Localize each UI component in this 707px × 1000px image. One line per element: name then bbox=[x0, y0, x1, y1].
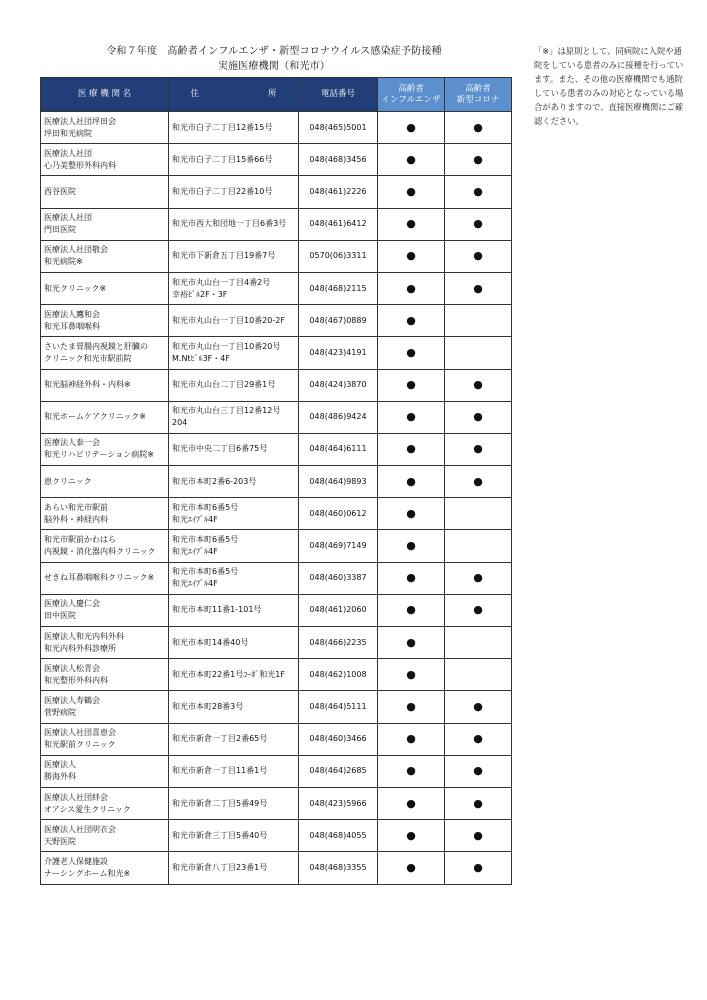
column-header-phone: 電話番号 bbox=[299, 78, 378, 112]
facility-name-cell: 医療法人松青会 和光整形外科内科 bbox=[41, 659, 169, 691]
table-row bbox=[41, 787, 512, 819]
covid-mark-cell: ● bbox=[445, 176, 512, 208]
table-row bbox=[41, 176, 512, 208]
influenza-mark-cell: ● bbox=[378, 433, 445, 465]
table-row bbox=[41, 272, 512, 304]
facility-name-cell: せきね耳鼻咽喉科クリニック※ bbox=[41, 562, 169, 594]
facility-phone-cell: 048(468)3355 bbox=[299, 852, 378, 884]
column-header-address: 住 所 bbox=[169, 78, 299, 112]
facility-address-cell: 和光市本町28番3号 bbox=[169, 691, 299, 723]
table-row bbox=[41, 337, 512, 369]
facility-name-cell: 医療法人慶仁会 田中医院 bbox=[41, 594, 169, 626]
facility-phone-cell: 048(464)2685 bbox=[299, 755, 378, 787]
facility-phone-cell: 048(460)0612 bbox=[299, 498, 378, 530]
influenza-mark-cell: ● bbox=[378, 112, 445, 144]
facility-name-cell: 医療法人和光内科外科 和光内科外科診療所 bbox=[41, 627, 169, 659]
facility-phone-cell: 048(464)6111 bbox=[299, 433, 378, 465]
column-header-name: 医 療 機 関 名 bbox=[41, 78, 169, 112]
facility-phone-cell: 048(468)2115 bbox=[299, 272, 378, 304]
facility-address-cell: 和光市丸山台一丁目10番20-2F bbox=[169, 305, 299, 337]
table-row bbox=[41, 594, 512, 626]
facility-address-cell: 和光市丸山台一丁目4番2号 幸裕ﾋﾞﾙ2F・3F bbox=[169, 272, 299, 304]
table-row bbox=[41, 369, 512, 401]
table-row bbox=[41, 112, 512, 144]
table-body bbox=[41, 112, 512, 885]
facility-table bbox=[40, 77, 512, 885]
column-header-influenza: 高齢者 インフルエンザ bbox=[378, 78, 445, 112]
facility-phone-cell: 048(424)3870 bbox=[299, 369, 378, 401]
influenza-mark-cell: ● bbox=[378, 852, 445, 884]
covid-mark-cell: ● bbox=[445, 691, 512, 723]
facility-address-cell: 和光市本町6番5号 和光ｴｲﾌﾞﾙ4F bbox=[169, 530, 299, 562]
facility-phone-cell: 048(467)0889 bbox=[299, 305, 378, 337]
covid-mark-cell bbox=[445, 305, 512, 337]
facility-name-cell: 医療法人寿鶴会 菅野病院 bbox=[41, 691, 169, 723]
facility-phone-cell: 0570(06)3311 bbox=[299, 240, 378, 272]
covid-mark-cell: ● bbox=[445, 208, 512, 240]
facility-name-cell: 和光脳神経外科・内科※ bbox=[41, 369, 169, 401]
facility-name-cell: 医療法人泰一会 和光リハビリテーション病院※ bbox=[41, 433, 169, 465]
facility-address-cell: 和光市本町14番40号 bbox=[169, 627, 299, 659]
facility-phone-cell: 048(469)7149 bbox=[299, 530, 378, 562]
table-row bbox=[41, 305, 512, 337]
facility-address-cell: 和光市新倉一丁目2番65号 bbox=[169, 723, 299, 755]
facility-address-cell: 和光市新倉三丁目5番40号 bbox=[169, 820, 299, 852]
influenza-mark-cell: ● bbox=[378, 691, 445, 723]
influenza-mark-cell: ● bbox=[378, 466, 445, 498]
influenza-mark-cell: ● bbox=[378, 401, 445, 433]
table-row bbox=[41, 401, 512, 433]
influenza-mark-cell: ● bbox=[378, 787, 445, 819]
table-row bbox=[41, 466, 512, 498]
facility-address-cell: 和光市下新倉五丁目19番7号 bbox=[169, 240, 299, 272]
influenza-mark-cell: ● bbox=[378, 369, 445, 401]
facility-name-cell: 医療法人 勝海外科 bbox=[41, 755, 169, 787]
table-row bbox=[41, 208, 512, 240]
facility-address-cell: 和光市本町22番1号ｺｰﾎﾟ和光1F bbox=[169, 659, 299, 691]
column-header-covid: 高齢者 新型コロナ bbox=[445, 78, 512, 112]
facility-phone-cell: 048(464)5111 bbox=[299, 691, 378, 723]
covid-mark-cell bbox=[445, 659, 512, 691]
facility-name-cell: 和光ホームケアクリニック※ bbox=[41, 401, 169, 433]
facility-name-cell: 介護老人保健施設 ナーシングホーム和光※ bbox=[41, 852, 169, 884]
facility-phone-cell: 048(486)9424 bbox=[299, 401, 378, 433]
influenza-mark-cell: ● bbox=[378, 272, 445, 304]
table-row bbox=[41, 691, 512, 723]
covid-mark-cell: ● bbox=[445, 240, 512, 272]
facility-phone-cell: 048(466)2235 bbox=[299, 627, 378, 659]
covid-mark-cell: ● bbox=[445, 852, 512, 884]
facility-name-cell: 医療法人社団 心乃美整形外科内科 bbox=[41, 144, 169, 176]
influenza-mark-cell: ● bbox=[378, 208, 445, 240]
covid-mark-cell bbox=[445, 498, 512, 530]
facility-phone-cell: 048(464)9893 bbox=[299, 466, 378, 498]
facility-address-cell: 和光市中央二丁目6番75号 bbox=[169, 433, 299, 465]
facility-phone-cell: 048(461)2060 bbox=[299, 594, 378, 626]
influenza-mark-cell: ● bbox=[378, 659, 445, 691]
covid-mark-cell: ● bbox=[445, 272, 512, 304]
covid-mark-cell: ● bbox=[445, 401, 512, 433]
covid-mark-cell: ● bbox=[445, 755, 512, 787]
covid-mark-cell: ● bbox=[445, 594, 512, 626]
document-title bbox=[40, 44, 508, 74]
influenza-mark-cell: ● bbox=[378, 337, 445, 369]
facility-phone-cell: 048(462)1008 bbox=[299, 659, 378, 691]
table-header-row bbox=[41, 78, 512, 112]
facility-address-cell: 和光市新倉一丁目11番1号 bbox=[169, 755, 299, 787]
table-row bbox=[41, 144, 512, 176]
influenza-mark-cell: ● bbox=[378, 176, 445, 208]
facility-address-cell: 和光市本町6番5号 和光ｴｲﾌﾞﾙ4F bbox=[169, 562, 299, 594]
facility-phone-cell: 048(423)4191 bbox=[299, 337, 378, 369]
influenza-mark-cell: ● bbox=[378, 562, 445, 594]
facility-name-cell: さいたま胃腸内視鏡と肝臓の クリニック和光市駅前院 bbox=[41, 337, 169, 369]
table-row bbox=[41, 755, 512, 787]
influenza-mark-cell: ● bbox=[378, 498, 445, 530]
facility-phone-cell: 048(465)5001 bbox=[299, 112, 378, 144]
facility-name-cell: 和光クリニック※ bbox=[41, 272, 169, 304]
table-row bbox=[41, 562, 512, 594]
facility-phone-cell: 048(423)5966 bbox=[299, 787, 378, 819]
facility-address-cell: 和光市白子二丁目15番66号 bbox=[169, 144, 299, 176]
covid-mark-cell: ● bbox=[445, 466, 512, 498]
influenza-mark-cell: ● bbox=[378, 305, 445, 337]
covid-mark-cell: ● bbox=[445, 144, 512, 176]
covid-mark-cell bbox=[445, 530, 512, 562]
covid-mark-cell bbox=[445, 627, 512, 659]
covid-mark-cell: ● bbox=[445, 562, 512, 594]
table-row bbox=[41, 627, 512, 659]
covid-mark-cell: ● bbox=[445, 112, 512, 144]
facility-phone-cell: 048(468)4055 bbox=[299, 820, 378, 852]
covid-mark-cell: ● bbox=[445, 369, 512, 401]
facility-address-cell: 和光市本町2番6-203号 bbox=[169, 466, 299, 498]
facility-address-cell: 和光市新倉八丁目23番1号 bbox=[169, 852, 299, 884]
facility-name-cell: 医療法人鷹和会 和光耳鼻咽喉科 bbox=[41, 305, 169, 337]
covid-mark-cell: ● bbox=[445, 723, 512, 755]
table-row bbox=[41, 498, 512, 530]
facility-name-cell: 和光市駅前かわはら 内視鏡・消化器内科クリニック bbox=[41, 530, 169, 562]
facility-name-cell: 恵クリニック bbox=[41, 466, 169, 498]
facility-address-cell: 和光市丸山台三丁目12番12号 204 bbox=[169, 401, 299, 433]
table-row bbox=[41, 852, 512, 884]
title-line-2: 実施医療機関（和光市） bbox=[217, 61, 331, 72]
facility-address-cell: 和光市本町11番1-101号 bbox=[169, 594, 299, 626]
influenza-mark-cell: ● bbox=[378, 594, 445, 626]
covid-mark-cell: ● bbox=[445, 433, 512, 465]
facility-phone-cell: 048(460)3466 bbox=[299, 723, 378, 755]
title-line-1: 令和７年度 高齢者インフルエンザ・新型コロナウイルス感染症予防接種 bbox=[106, 46, 442, 57]
influenza-mark-cell: ● bbox=[378, 530, 445, 562]
facility-name-cell: 西谷医院 bbox=[41, 176, 169, 208]
covid-mark-cell: ● bbox=[445, 787, 512, 819]
facility-address-cell: 和光市新倉二丁目5番49号 bbox=[169, 787, 299, 819]
table-row bbox=[41, 530, 512, 562]
covid-mark-cell bbox=[445, 337, 512, 369]
covid-mark-cell: ● bbox=[445, 820, 512, 852]
influenza-mark-cell: ● bbox=[378, 820, 445, 852]
table-row bbox=[41, 240, 512, 272]
facility-name-cell: 医療法人社団絆会 オアシス愛生クリニック bbox=[41, 787, 169, 819]
influenza-mark-cell: ● bbox=[378, 723, 445, 755]
facility-name-cell: 医療法人社団坪田会 坪田和光病院 bbox=[41, 112, 169, 144]
facility-address-cell: 和光市白子二丁目22番10号 bbox=[169, 176, 299, 208]
facility-name-cell: 医療法人社団喜恵会 和光駅前クリニック bbox=[41, 723, 169, 755]
table-row bbox=[41, 433, 512, 465]
influenza-mark-cell: ● bbox=[378, 627, 445, 659]
facility-address-cell: 和光市本町6番5号 和光ｴｲﾌﾞﾙ4F bbox=[169, 498, 299, 530]
table-row bbox=[41, 659, 512, 691]
facility-phone-cell: 048(461)2226 bbox=[299, 176, 378, 208]
facility-name-cell: 医療法人社団敬会 和光病院※ bbox=[41, 240, 169, 272]
facility-phone-cell: 048(468)3456 bbox=[299, 144, 378, 176]
notice-text: 「※」は原則として、同病院に入院や通院をしている患者のみに接種を行っています。また、その他の医療機関でも通院している患者のみの対応となっている場合がありますので、直接医療機関にご確認ください。 bbox=[534, 46, 684, 126]
influenza-mark-cell: ● bbox=[378, 240, 445, 272]
facility-name-cell: あらい和光市駅前 脳外科・神経内科 bbox=[41, 498, 169, 530]
table-row bbox=[41, 723, 512, 755]
influenza-mark-cell: ● bbox=[378, 755, 445, 787]
facility-name-cell: 医療法人社団 門田医院 bbox=[41, 208, 169, 240]
facility-address-cell: 和光市丸山台二丁目29番1号 bbox=[169, 369, 299, 401]
facility-phone-cell: 048(461)6412 bbox=[299, 208, 378, 240]
facility-address-cell: 和光市白子二丁目12番15号 bbox=[169, 112, 299, 144]
table-row bbox=[41, 820, 512, 852]
facility-address-cell: 和光市西大和団地一丁目6番3号 bbox=[169, 208, 299, 240]
influenza-mark-cell: ● bbox=[378, 144, 445, 176]
facility-name-cell: 医療法人社団明衣会 天野医院 bbox=[41, 820, 169, 852]
facility-phone-cell: 048(460)3387 bbox=[299, 562, 378, 594]
facility-address-cell: 和光市丸山台一丁目10番20号 M.Ntﾋﾞﾙ3F・4F bbox=[169, 337, 299, 369]
